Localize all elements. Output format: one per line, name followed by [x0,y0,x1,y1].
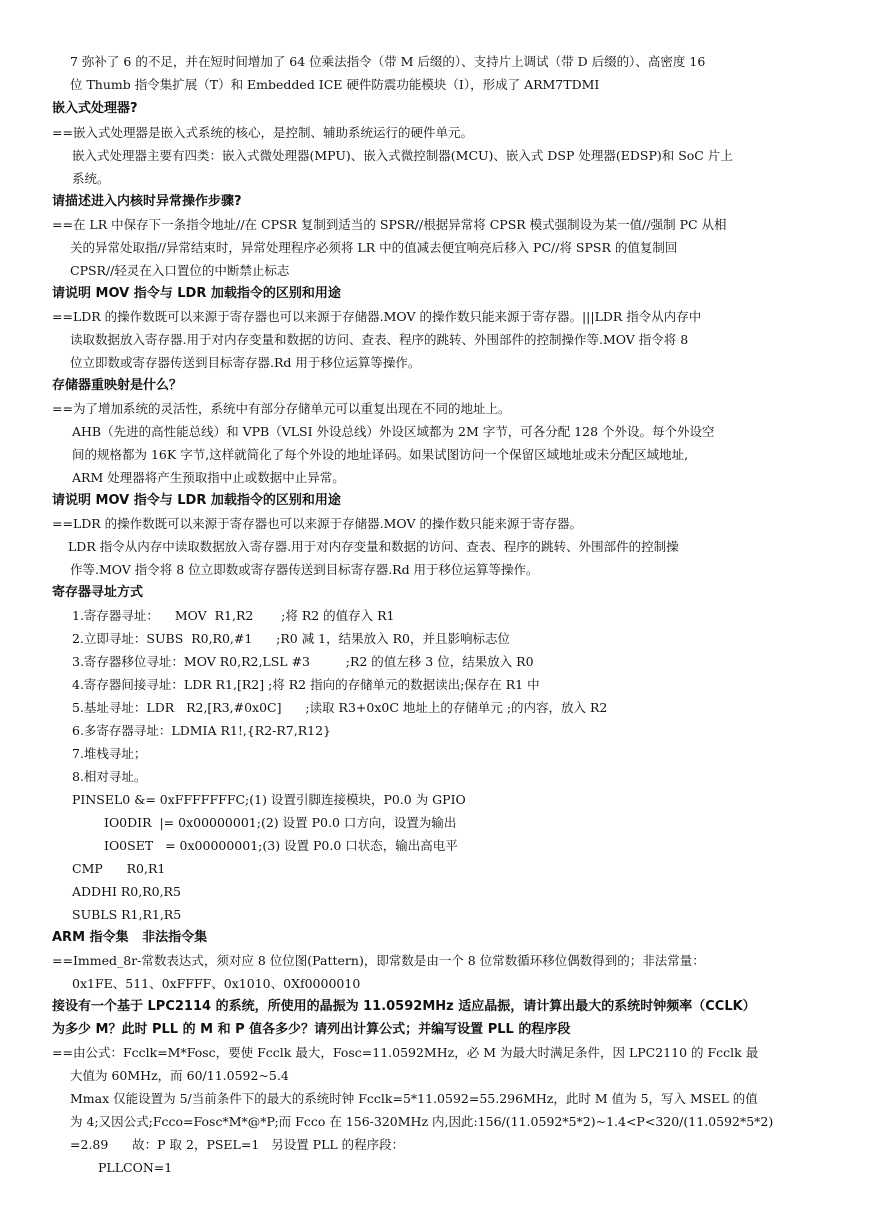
section-heading: 为多少 M？此时 PLL 的 M 和 P 值各多少？请列出计算公式；并编写设置 PLL 的程序段 [52,1022,571,1037]
list-item: 5.基址寻址：LDR R2,[R3,#0x0C] ;读取 R3+0x0C 地址上的存储单元 ;的内容，放入 R2 [72,700,608,715]
text-line: 读取数据放入寄存器.用于对内存变量和数据的访问、查表、程序的跳转、外围部件的控制操作等.MOV 指令将 8 [70,332,689,347]
section-heading: 请说明 MOV 指令与 LDR 加载指令的区别和用途 [52,286,341,301]
text-line: 关的异常处取指//异常结束时，异常处理程序必须将 LR 中的值减去便宜响亮后移入 PC//将 SPSR 的值复制回 [70,240,678,255]
text-line: ==Immed_8r-常数表达式，须对应 8 位位图(Pattern)，即常数是由一个 8 位常数循环移位偶数得到的；非法常量： [52,953,705,968]
section-heading: 请描述进入内核时异常操作步骤? [52,194,242,209]
section-heading: 接设有一个基于 LPC2114 的系统，所使用的晶振为 11.0592MHz 适应晶振，请计算出最大的系统时钟频率（CCLK） [52,999,756,1014]
text-line: ==LDR 的操作数既可以来源于寄存器也可以来源于存储器.MOV 的操作数只能来源于寄存器。|||LDR 指令从内存中 [52,309,702,324]
text-line: Mmax 仅能设置为 5/当前条件下的最大的系统时钟 Fcclk=5*11.0592=55.296MHz，此时 M 值为 5，写入 MSEL 的值 [70,1091,758,1106]
text-line: =2.89 故：P 取 2，PSEL=1 另设置 PLL 的程序段： [70,1137,405,1152]
section-heading: 请说明 MOV 指令与 LDR 加载指令的区别和用途 [52,493,341,508]
list-item: 3.寄存器移位寻址：MOV R0,R2,LSL #3 ;R2 的值左移 3 位，结果放入 R0 [72,654,534,669]
text-line: 位立即数或寄存器传送到目标寄存器.Rd 用于移位运算等操作。 [70,355,421,370]
code-line: IO0DIR |= 0x00000001;(2) 设置 P0.0 口方向，设置为输出 [104,815,457,830]
code-line: ADDHI R0,R0,R5 [72,884,181,899]
code-line: CMP R0,R1 [72,861,166,876]
section-heading: 寄存器寻址方式 [52,585,144,600]
text-line: CPSR//轻灵在入口置位的中断禁止标志 [70,263,290,278]
text-line: ==在 LR 中保存下一条指令地址//在 CPSR 复制到适当的 SPSR//根据异常将 CPSR 模式强制设为某一值//强制 PC 从相 [52,217,727,232]
code-line: PINSEL0 &= 0xFFFFFFFC;(1) 设置引脚连接模块，P0.0 为 GPIO [72,792,466,807]
text-line: 为 4;又因公式;Fcco=Fosc*M*@*P;而 Fcco 在 156-320MHz 内,因此:156/(11.0592*5*2)~1.4<P<320/(11.0592*5*2) [70,1114,774,1129]
text-line: 位 Thumb 指令集扩展（T）和 Embedded ICE 硬件防震功能模块（I），形成了 ARM7TDMI [70,77,600,92]
list-item: 8.相对寻址。 [72,769,147,784]
text-line: ARM 处理器将产生预取指中止或数据中止异常。 [72,470,345,485]
text-line: 嵌入式处理器主要有四类：嵌入式微处理器(MPU)、嵌入式微控制器(MCU)、嵌入式 DSP 处理器(EDSP)和 SoC 片上 [72,148,733,163]
text-line: ==为了增加系统的灵活性，系统中有部分存储单元可以重复出现在不同的地址上。 [52,401,511,416]
text-line: ==嵌入式处理器是嵌入式系统的核心，是控制、辅助系统运行的硬件单元。 [52,125,473,140]
text-line: AHB（先进的高性能总线）和 VPB（VLSI 外设总线）外设区域都为 2M 字节，可各分配 128 个外设。每个外设空 [72,424,715,439]
code-line: SUBLS R1,R1,R5 [72,907,182,922]
text-line: 0x1FE、511、0xFFFF、0x1010、0Xf0000010 [72,976,361,991]
code-line: IO0SET = 0x00000001;(3) 设置 P0.0 口状态，输出高电平 [104,838,458,853]
list-item: 6.多寄存器寻址：LDMIA R1!,{R2-R7,R12} [72,723,331,738]
text-line: 系统。 [72,171,110,186]
list-item: 7.堆栈寻址； [72,746,147,761]
list-item: 1.寄存器寻址： MOV R1,R2 ;将 R2 的值存入 R1 [72,608,395,623]
section-heading: ARM 指令集 非法指令集 [52,930,208,945]
text-line: 作等.MOV 指令将 8 位立即数或寄存器传送到目标寄存器.Rd 用于移位运算等操作。 [70,562,539,577]
text-line: 间的规格都为 16K 字节,这样就简化了每个外设的地址译码。如果试图访问一个保留区域地址或未分配区域地址, [72,447,689,462]
section-heading: 存储器重映射是什么？ [52,378,183,393]
list-item: 4.寄存器间接寻址：LDR R1,[R2] ;将 R2 指向的存储单元的数据读出;保存在 R1 中 [72,677,540,692]
text-line: 7 弥补了 6 的不足，并在短时间增加了 64 位乘法指令（带 M 后缀的）、支持片上调试（带 D 后缀的）、高密度 16 [70,54,706,69]
section-heading: 嵌入式处理器? [52,101,138,116]
text-line: ==由公式：Fcclk=M*Fosc，要使 Fcclk 最大，Fosc=11.0592MHz，必 M 为最大时满足条件，因 LPC2110 的 Fcclk 最 [52,1045,759,1060]
text-line: LDR 指令从内存中读取数据放入寄存器.用于对内存变量和数据的访问、查表、程序的跳转、外围部件的控制操 [68,539,679,554]
list-item: 2.立即寻址：SUBS R0,R0,#1 ;R0 减 1，结果放入 R0，并且影响标志位 [72,631,510,646]
text-line: 大值为 60MHz，而 60/11.0592~5.4 [70,1068,289,1083]
text-line: ==LDR 的操作数既可以来源于寄存器也可以来源于存储器.MOV 的操作数只能来源于寄存器。 [52,516,582,531]
code-line: PLLCON=1 [98,1160,173,1175]
